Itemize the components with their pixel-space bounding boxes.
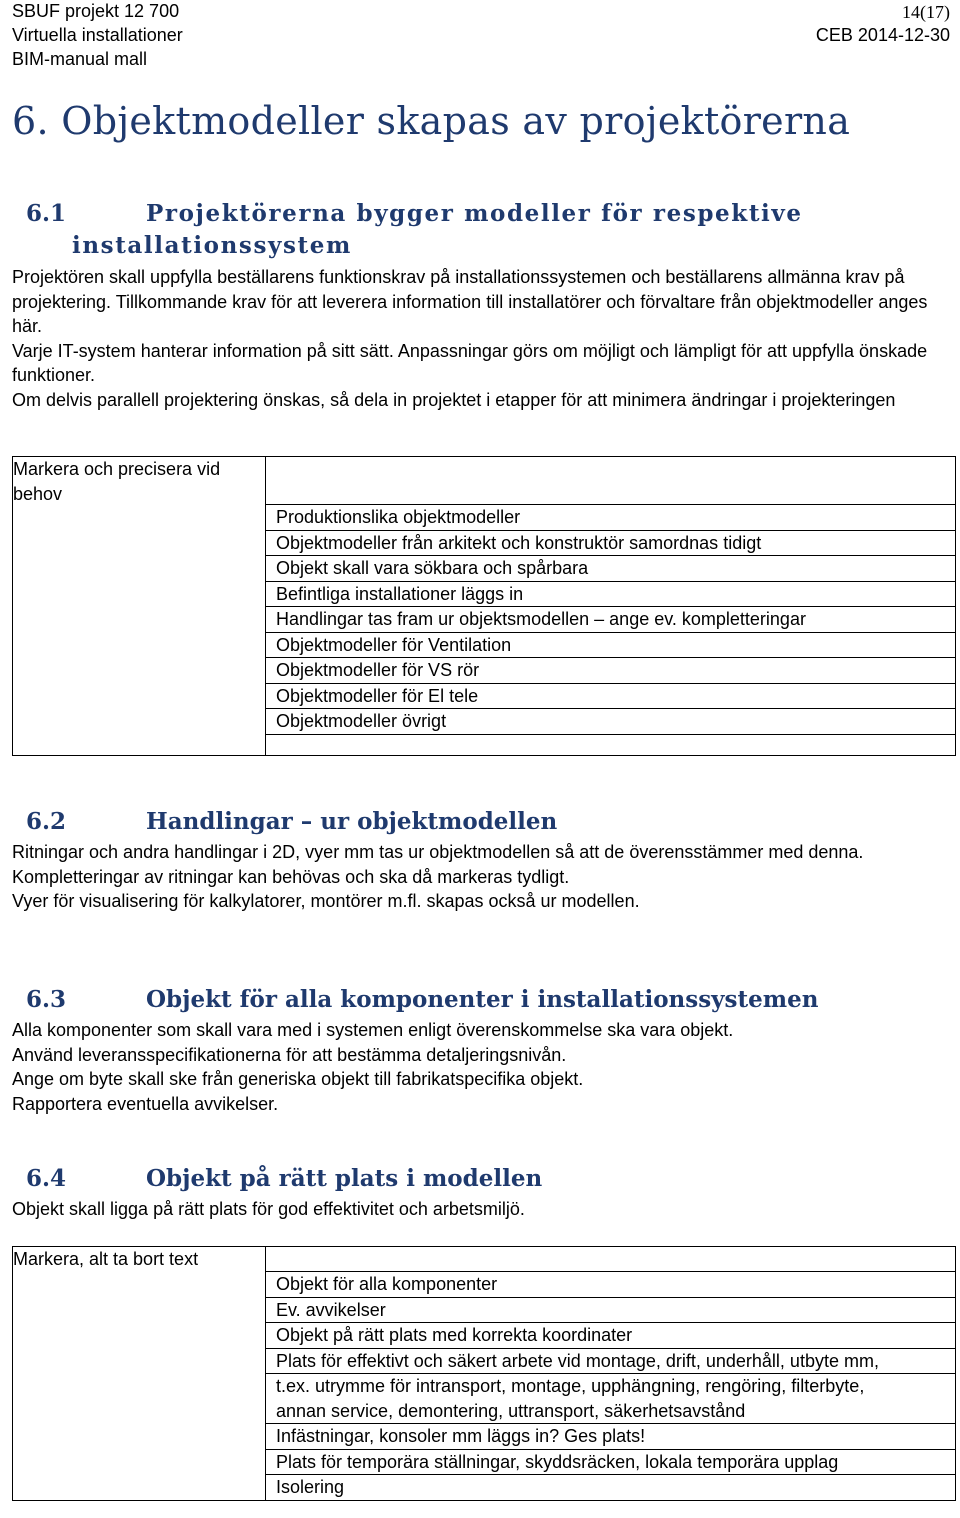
checklist-item[interactable]: Handlingar tas fram ur objektsmodellen – ange ev. kompletteringar — [266, 607, 956, 633]
paragraph: Alla komponenter som skall vara med i systemen enligt överenskommelse ska vara objekt. — [12, 1020, 734, 1040]
chapter-title: 6. Objektmodeller skapas av projektörerna — [12, 99, 851, 143]
checklist-table-6-1 — [12, 456, 956, 756]
section-heading-6-3 — [26, 984, 818, 1016]
paragraph: Rapportera eventuella avvikelser. — [12, 1093, 279, 1114]
paragraph: Om delvis parallell projektering önskas, så dela in projektet i etapper för att minimera ändringar i projekteringen — [12, 389, 896, 410]
checklist-item[interactable]: Befintliga installationer läggs in — [266, 581, 956, 607]
checklist-item[interactable]: Objektmodeller för El tele — [266, 683, 956, 709]
paragraph: Ritningar och andra handlingar i 2D, vyer mm tas ur objektmodellen så att de överensstämmer med denna. — [12, 842, 864, 862]
section-heading-6-1 — [26, 198, 946, 230]
header-date: CEB 2014-12-30 — [815, 25, 950, 45]
section-title: Objekt på rätt plats i modellen — [146, 1165, 543, 1192]
checklist-item[interactable]: Objektmodeller för VS rör — [266, 658, 956, 684]
checklist-label: Markera och precisera vid behov — [13, 457, 266, 756]
section-6-1-body — [12, 265, 952, 412]
section-number: 6.2 — [26, 808, 67, 835]
paragraph: Varje IT-system hanterar information på sitt sätt. Anpassningar görs om möjligt och lämpligt för att uppfylla önskade funktioner. — [12, 340, 928, 385]
checklist-item[interactable]: Ev. avvikelser — [266, 1297, 956, 1323]
header-subtitle: Virtuella installationer — [12, 25, 183, 45]
checklist-item[interactable]: Objekt på rätt plats med korrekta koordinater — [266, 1323, 956, 1349]
section-title-line1: Projektörerna bygger modeller för respektive — [146, 200, 803, 227]
page-number: 14(17) — [902, 2, 950, 22]
section-number: 6.3 — [26, 986, 67, 1013]
checklist-spacer — [266, 457, 956, 505]
paragraph: Använd leveransspecifikationerna för att bestämma detaljeringsnivån. — [12, 1044, 567, 1065]
paragraph: Objekt skall ligga på rätt plats för god effektivitet och arbetsmiljö. — [12, 1199, 525, 1219]
checklist-item[interactable]: Plats för temporära ställningar, skyddsräcken, lokala temporära upplag — [266, 1449, 956, 1475]
checklist-table-6-4 — [12, 1246, 956, 1501]
section-title: Handlingar – ur objektmodellen — [146, 808, 558, 835]
checklist-item[interactable]: Objekt skall vara sökbara och spårbara — [266, 556, 956, 582]
checklist-spacer — [266, 1247, 956, 1272]
section-heading-6-2 — [26, 806, 557, 838]
section-heading-6-4 — [26, 1163, 542, 1195]
checklist-item[interactable]: Objektmodeller för Ventilation — [266, 632, 956, 658]
checklist-item[interactable]: Produktionslika objektmodeller — [266, 505, 956, 531]
checklist-item[interactable]: Objektmodeller övrigt — [266, 709, 956, 735]
header-doc: BIM-manual mall — [12, 49, 148, 69]
checklist-item[interactable]: Infästningar, konsoler mm läggs in? Ges plats! — [266, 1424, 956, 1450]
section-6-4-body — [12, 1197, 952, 1222]
checklist-label: Markera, alt ta bort text — [13, 1247, 266, 1501]
section-number: 6.4 — [26, 1165, 67, 1192]
header-project: SBUF projekt 12 700 — [12, 1, 180, 21]
paragraph: Kompletteringar av ritningar kan behövas och ska då markeras tydligt. — [12, 866, 570, 887]
checklist-item[interactable]: Objekt för alla komponenter — [266, 1272, 956, 1298]
checklist-item[interactable]: Plats för effektivt och säkert arbete vid montage, drift, underhåll, utbyte mm, — [266, 1348, 956, 1374]
checklist-item[interactable]: Objektmodeller från arkitekt och konstruktör samordnas tidigt — [266, 530, 956, 556]
checklist-item[interactable]: Isolering — [266, 1475, 956, 1501]
section-heading-6-1-cont: installationssystem — [72, 232, 352, 259]
section-6-3-body — [12, 1018, 952, 1116]
paragraph: Vyer för visualisering för kalkylatorer, montörer m.fl. skapas också ur modellen. — [12, 891, 640, 911]
paragraph: Ange om byte skall ske från generiska objekt till fabrikatspecifika objekt. — [12, 1069, 584, 1089]
section-number: 6.1 — [26, 200, 67, 227]
paragraph: Projektören skall uppfylla beställarens funktionskrav på installationssystemen och beställarens allmänna krav på projektering. Tillkommande krav för att leverera information till installatörer och förvaltare från objektmodeller anges här. — [12, 267, 928, 336]
checklist-item[interactable]: t.ex. utrymme för intransport, montage, upphängning, rengöring, filterbyte, annan service, demontering, uttransport, säkerhetsavstånd — [266, 1374, 956, 1424]
checklist-item-empty[interactable] — [266, 734, 956, 755]
section-6-2-body — [12, 840, 952, 914]
section-title: Objekt för alla komponenter i installationssystemen — [146, 986, 819, 1013]
